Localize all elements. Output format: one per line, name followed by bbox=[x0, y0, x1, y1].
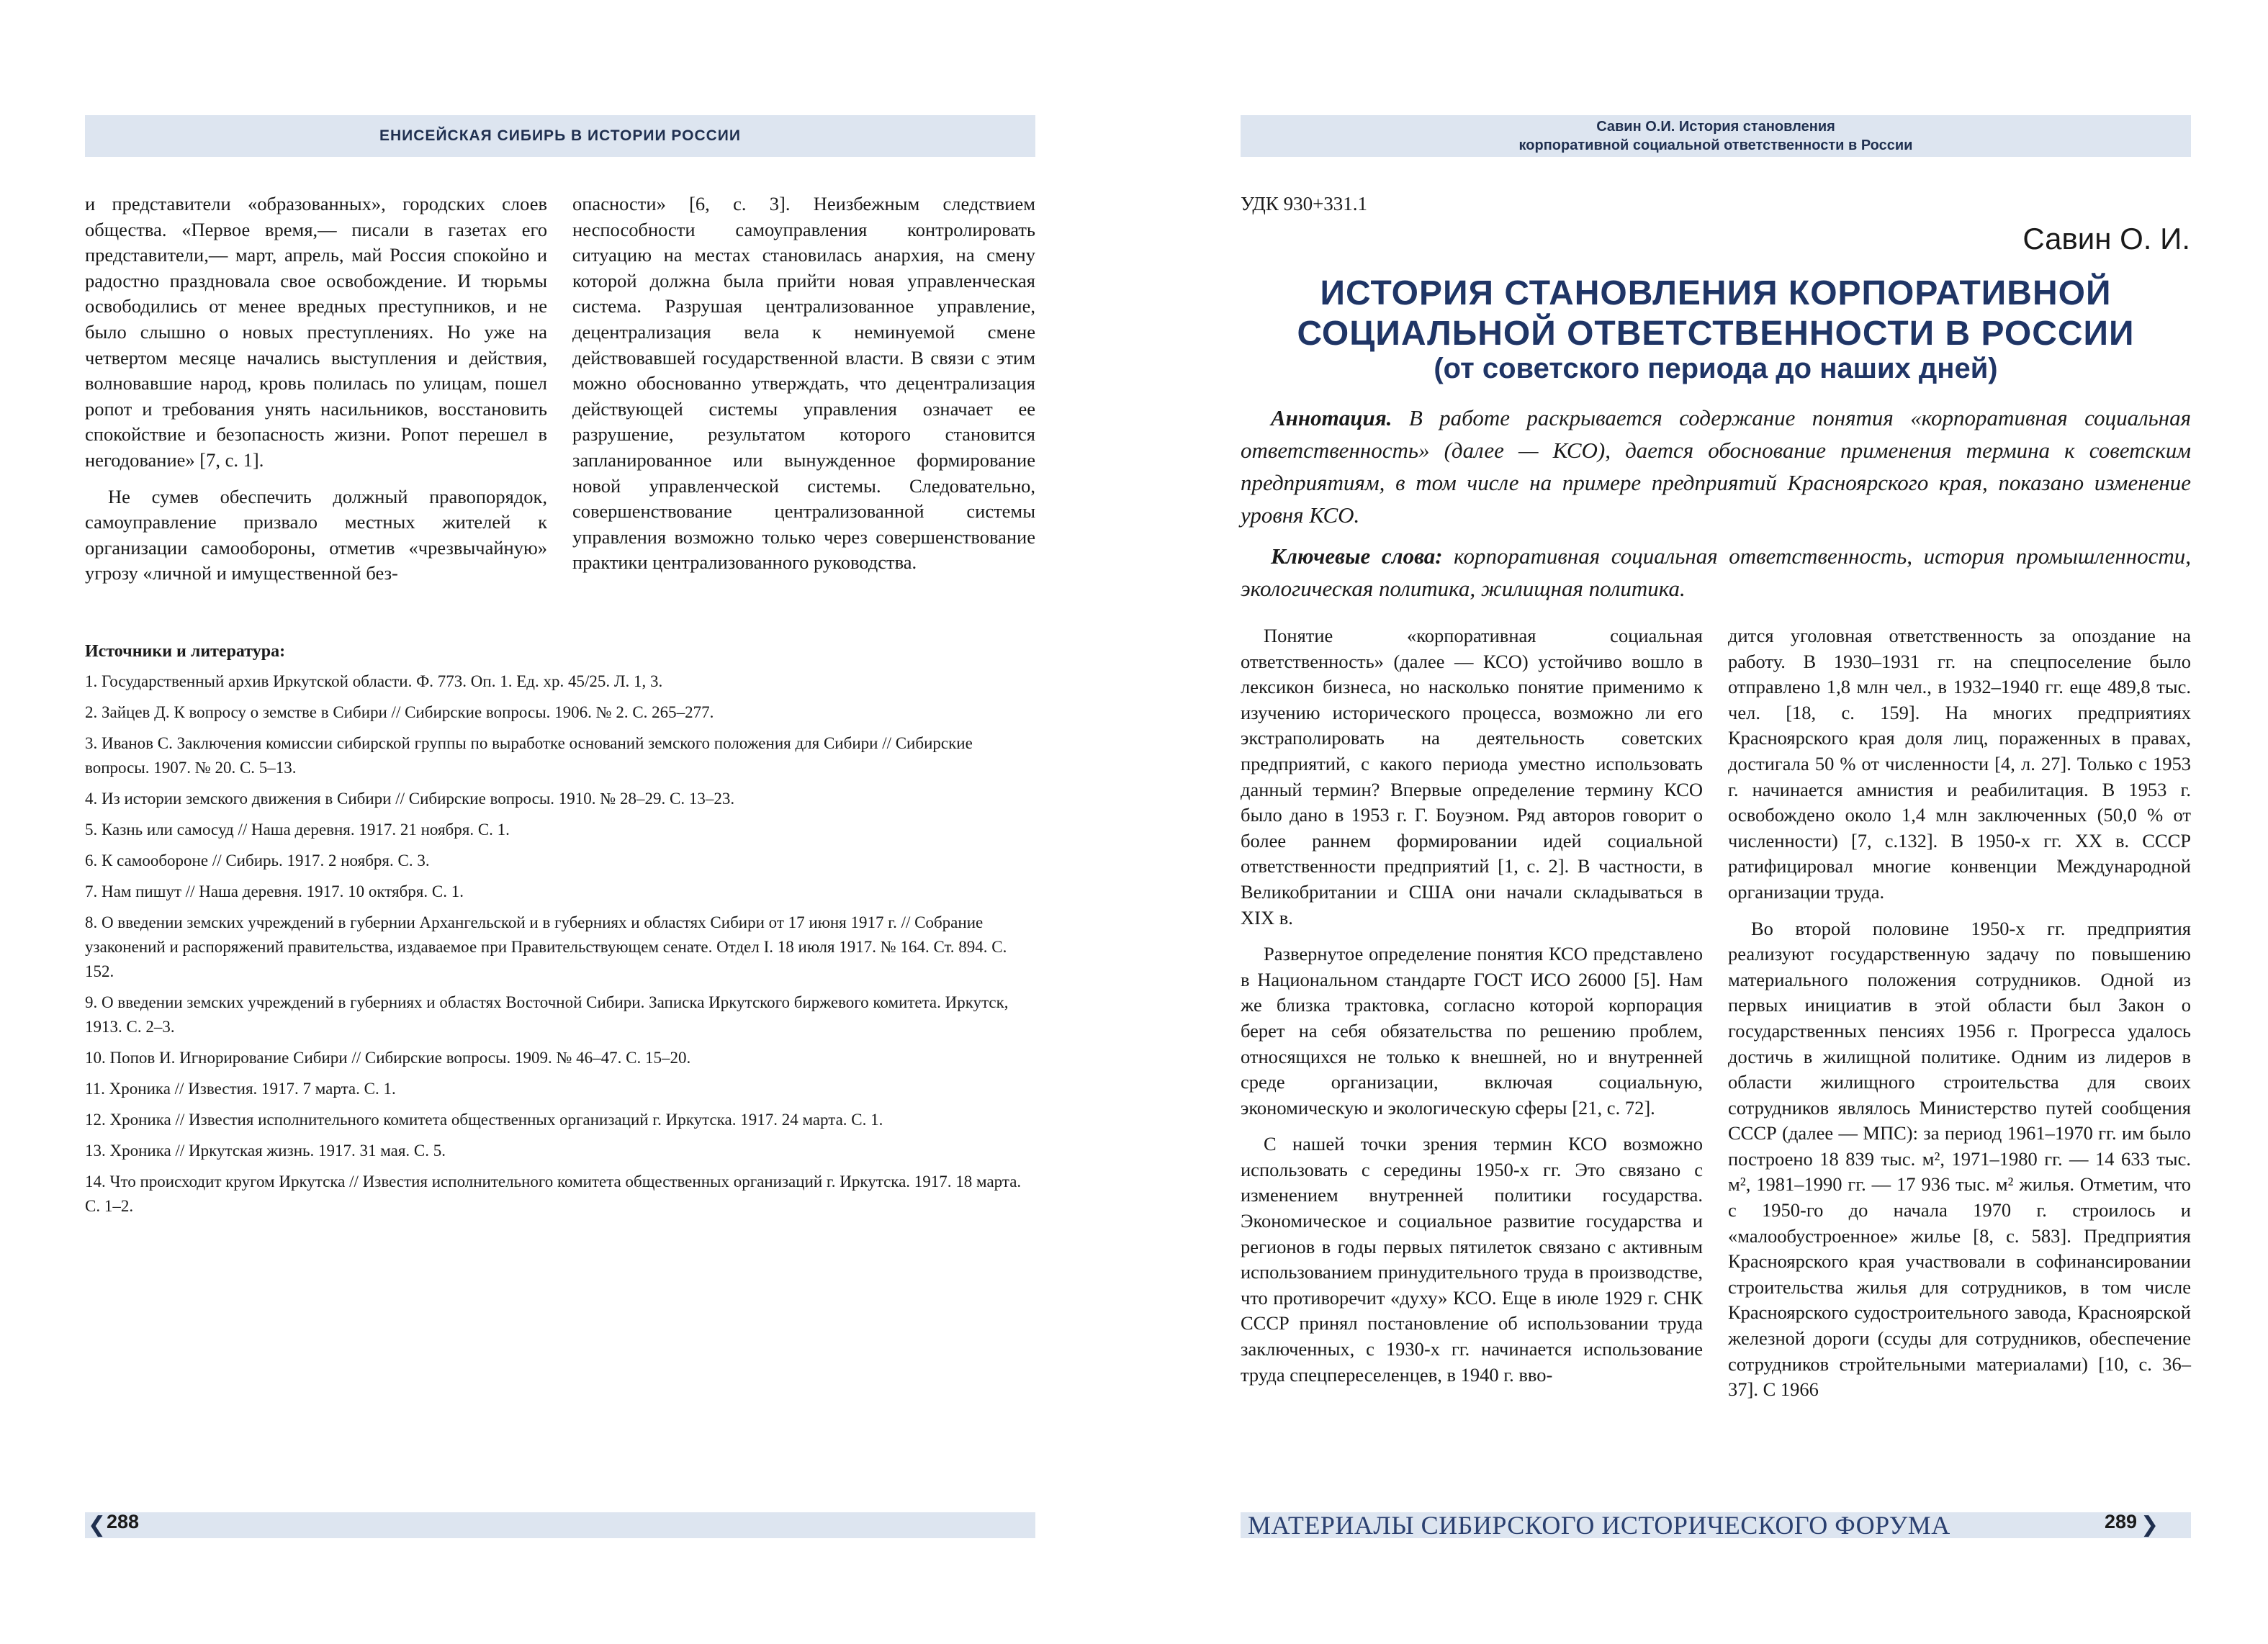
paragraph: и представители «образованных», городских слоев общества. «Первое время,— писали в газетах его представители,— март, апрель, май Россия спокойно и радостно праздновала свое освобождение. И тюрьмы освободились от менее вредных преступников, и не было слышно о новых преступлениях. Но уже на четвертом месяце начались выступления и действия, волновавшие народ, кровь полилась по улицам, пошел ропот и требования унять насильников, восстановить спокойствие и безопасность жизни. Ропот перешел в негодование» [7, с. 1]. bbox=[85, 193, 547, 471]
reference-item: 12. Хроника // Известия исполнительного комитета общественных организаций г. Иркутска. 1917. 24 марта. С. 1. bbox=[85, 1111, 883, 1129]
running-header: ЕНИСЕЙСКАЯ СИБИРЬ В ИСТОРИИ РОССИИ bbox=[85, 115, 1035, 157]
reference-item: 1. Государственный архив Иркутской области. Ф. 773. Оп. 1. Ед. хр. 45/25. Л. 1, 3. bbox=[85, 672, 663, 690]
paragraph: опасности» [6, с. 3]. Неизбежным следствием неспособности самоуправления контролировать ситуацию на местах становилась анархия, на смену которой должна была прийти новая управленческая система. Разрушая централизованное управление, децентрализация вела к неминуемой смене действовавшей государственной власти. В связи с этим можно обоснованно утверждать, что децентрализация действующей системы управления означает ее разрушение, результатом которого становится запланированное или вынужденное формирование новой управленческой системы. Следовательно, совершенствование централизованной системы управления возможно только через совершенствование практики централизованного руководства. bbox=[572, 193, 1035, 574]
paragraph: дится уголовная ответственность за опоздание на работу. В 1930–1931 гг. на спецпоселение было отправлено 1,8 млн чел., в 1932–1940 гг. еще 489,8 тыс. чел. [18, с. 159]. На многих предприятиях Красноярского края доля лиц, пораженных в правах, достигала 50 % от численности [4, л. 27]. Только с 1953 г. начинается амнистия и реабилитация. В 1953 г. освобождено около 1,4 млн заключенных (50,0 % от численности) [7, с.132]. В 1950-х гг. XX в. СССР ратифицировал многие конвенции Международной организации труда. bbox=[1728, 625, 2191, 903]
abstract-block bbox=[1241, 402, 2191, 605]
abstract-label: Аннотация. bbox=[1271, 405, 1392, 430]
paragraph: Не сумев обеспечить должный правопорядок, самоуправление призвало местных жителей к организации самообороны, отметив «чрезвычайную» угрозу «личной и имущественной без- bbox=[85, 485, 547, 584]
reference-item: 4. Из истории земского движения в Сибири // Сибирские вопросы. 1910. № 28–29. С. 13–23. bbox=[85, 790, 735, 808]
keywords-text: корпоративная социальная ответственность, история промышленности, экологическая политика, жилищная политика. bbox=[1241, 543, 2191, 601]
text-column-2 bbox=[572, 191, 1035, 576]
reference-item: 14. Что происходит кругом Иркутска // Известия исполнительного комитета общественных организаций г. Иркутска. 1917. 18 марта. С. 1–2. bbox=[85, 1173, 1022, 1215]
title-line-1: ИСТОРИЯ СТАНОВЛЕНИЯ КОРПОРАТИВНОЙ bbox=[1320, 274, 2112, 312]
reference-item: 7. Нам пишут // Наша деревня. 1917. 10 октября. С. 1. bbox=[85, 882, 464, 900]
paragraph: Во второй половине 1950-х гг. предприятия реализуют государственную задачу по повышению материального положения сотрудников. Одной из первых инициатив в этой области был Закон о государственных пенсиях 1956 г. Прогресса удалось достичь в жилищной политике. Одним из лидеров в области жилищного строительства для своих сотрудников являлось Министерство путей сообщения СССР (далее — МПС): за период 1961–1970 гг. им было построено 18 839 тыс. м², 1971–1980 гг. — 14 633 тыс. м², 1981–1990 гг. — 17 936 тыс. м² жилья. Отметим, что с 1950-го до начала 1970 г. строилось и «малообустроенное» жилье [8, с. 583]. Предприятия Красноярского края участвовали в софинансировании строительства жилья для сотрудников, в том числе Красноярского судостроительного завода, Красноярской железной дороги (ссуды для сотрудников, обеспечение сотрудников стройтельными материалами) [10, с. 36–37]. С 1966 bbox=[1728, 917, 2191, 1401]
paragraph: С нашей точки зрения термин КСО возможно использовать с середины 1950-х гг. Это связано с изменением внутренней политики государства. Экономическое и социальное развитие государства и регионов в годы первых пятилеток связано с активным использованием принудительного труда в производстве, что противоречит «духу» КСО. Еще в июле 1929 г. СНК СССР принял постановление об использовании труда заключенных, с 1930-х гг. начинается использование труда спецпереселенцев, в 1940 г. вво- bbox=[1241, 1133, 1703, 1386]
reference-item: 11. Хроника // Известия. 1917. 7 марта. С. 1. bbox=[85, 1080, 396, 1098]
text-column-1 bbox=[1241, 623, 1703, 1388]
header-line-2: корпоративной социальной ответственности в России bbox=[1518, 137, 1913, 153]
reference-item: 8. О введении земских учреждений в губернии Архангельской и в губерниях и областях Сибири от 17 июня 1917 г. // Собрание узаконений и распоряжений правительства, издаваемое при Правительствующем сенате. Отдел I. 18 июля 1917. № 164. Ст. 894. С. 152. bbox=[85, 913, 1007, 980]
reference-item: 10. Попов И. Игнорирование Сибири // Сибирские вопросы. 1909. № 46–47. С. 15–20. bbox=[85, 1049, 691, 1067]
page-number: 288 bbox=[107, 1511, 140, 1532]
reference-item: 3. Иванов С. Заключения комиссии сибирской группы по выработке оснований земского положения для Сибири // Сибирские вопросы. 1907. № 20. С. 5–13. bbox=[85, 734, 973, 777]
references-list bbox=[85, 669, 1035, 1219]
header-line-1: Савин О.И. История становления bbox=[1596, 119, 1835, 135]
text-column-2 bbox=[1728, 623, 2191, 1403]
reference-item: 2. Зайцев Д. К вопросу о земстве в Сибири // Сибирские вопросы. 1906. № 2. С. 265–277. bbox=[85, 703, 714, 721]
right-page bbox=[1134, 0, 2268, 1644]
article-subtitle: (от советского периода до наших дней) bbox=[1434, 353, 1998, 384]
footer-bar bbox=[85, 1512, 1035, 1538]
references bbox=[85, 639, 1035, 1225]
abstract bbox=[1241, 402, 2191, 531]
paragraph: Развернутое определение понятия КСО представлено в Национальном стандарте ГОСТ ИСО 26000 [5]. Нам же близка трактовка, согласно которой корпорация берет на себя обязательства по решению проблем, относящихся не только к внешней, но и внутренней среде организации, включая социальную, экономическую и экологическую сферы [21, с. 72]. bbox=[1241, 943, 1703, 1119]
title-line-2: СОЦИАЛЬНОЙ ОТВЕТСТВЕННОСТИ В РОССИИ bbox=[1297, 315, 2135, 353]
keywords bbox=[1241, 540, 2191, 605]
chevron-right-icon: ❯ bbox=[2141, 1512, 2159, 1537]
chevron-left-icon: ❮ bbox=[88, 1512, 107, 1537]
paragraph: Понятие «корпоративная социальная ответственность» (далее — КСО) устойчиво вошло в лексикон бизнеса, но насколько понятие применимо к изучению исторического процесса, возможно ли его экстраполировать на деятельность советских предприятий, с какого периода уместно использовать данный термин? Впервые определение термину КСО было дано в 1953 г. Г. Боуэном. Ряд авторов говорит о более раннем формировании идей социальной ответственности предприятий [1, с. 2]. В частности, в Великобритании и США они начали складываться в XIX в. bbox=[1241, 625, 1703, 929]
udk-code: УДК 930+331.1 bbox=[1241, 193, 1368, 214]
reference-item: 9. О введении земских учреждений в губерниях и областях Восточной Сибири. Записка Иркутского биржевого комитета. Иркутск, 1913. С. 2–3. bbox=[85, 993, 1009, 1036]
references-heading: Источники и литература: bbox=[85, 642, 286, 661]
reference-item: 13. Хроника // Иркутская жизнь. 1917. 31 мая. С. 5. bbox=[85, 1142, 446, 1160]
text-column-1 bbox=[85, 191, 547, 587]
reference-item: 5. Казнь или самосуд // Наша деревня. 1917. 21 ноября. С. 1. bbox=[85, 821, 510, 839]
journal-title: МАТЕРИАЛЫ СИБИРСКОГО ИСТОРИЧЕСКОГО ФОРУМА bbox=[1248, 1511, 1950, 1540]
author-name: Савин О. И. bbox=[2022, 222, 2190, 256]
keywords-label: Ключевые слова: bbox=[1271, 543, 1443, 569]
running-header bbox=[1241, 115, 2191, 157]
reference-item: 6. К самообороне // Сибирь. 1917. 2 ноября. С. 3. bbox=[85, 852, 430, 870]
article-title bbox=[1241, 274, 2191, 354]
page-number: 289 bbox=[2105, 1511, 2138, 1532]
abstract-text: В работе раскрывается содержание понятия «корпоративная социальная ответственность» (далее — КСО), дается обоснование применения термина к советским предприятиям, в том числе на примере предприятий Красноярского края, показано изменение уровня КСО. bbox=[1241, 405, 2191, 528]
